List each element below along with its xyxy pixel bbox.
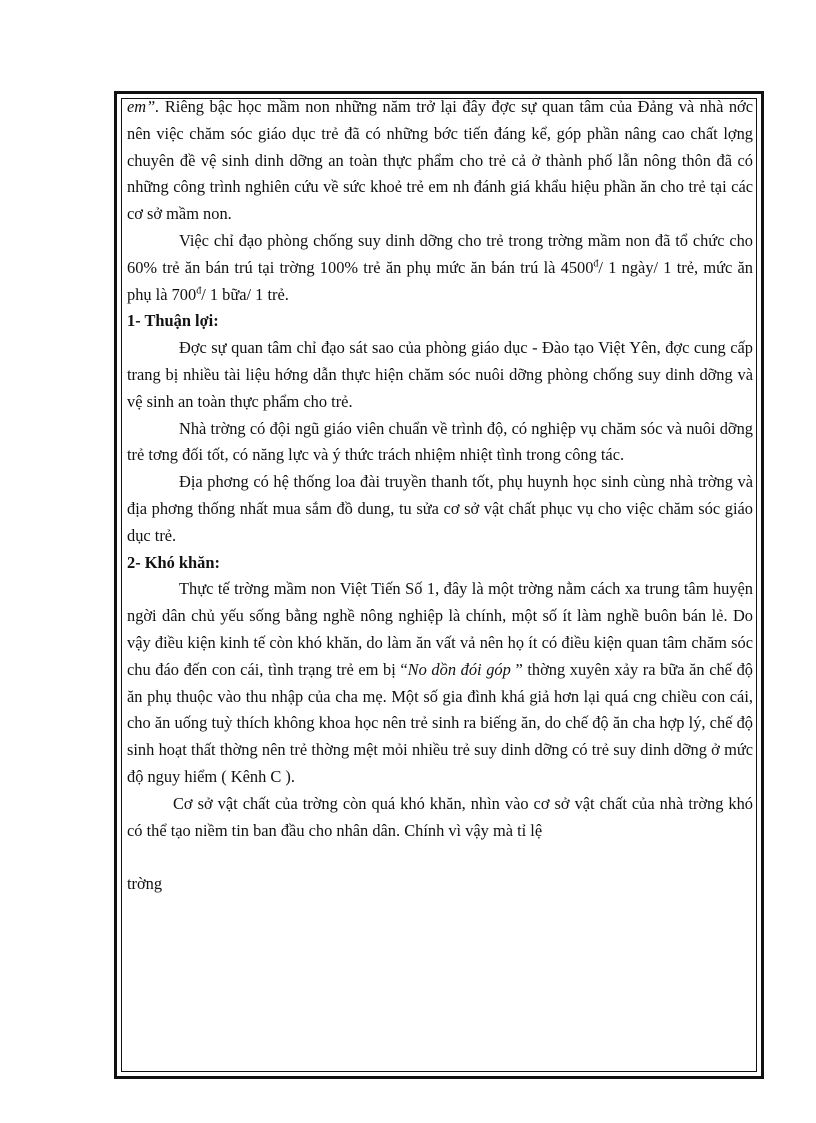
difficulty-paragraph-2: Cơ sở vật chất của trờng còn quá khó khăn, nhìn vào cơ sở vật chất của nhà trờng khó có thể tạo niềm tin ban đầu cho nhân dân. Chính vì vậy mà tỉ lệ: [127, 793, 753, 840]
difficulty-text-b: ” thờng xuyên xảy ra bữa ăn chế độ ăn phụ thuộc vào thu nhập của cha mẹ. Một số gia đình khá giả hơn lại quá cng chiều con cái, cho ăn uống tuỳ thích không khoa học nên trẻ sinh ra biếng ăn, do chế độ ăn cha hợp lý, chế độ sinh hoạt thất thờng nên trẻ thờng mệt mỏi nhiều trẻ suy dinh dỡng có trẻ suy dinh dỡng ở mức độ nguy hiểm ( Kênh C ).: [127, 659, 753, 786]
difficulty-quote: No dồn đói góp: [407, 659, 511, 679]
advantage-paragraph-1: Đợc sự quan tâm chỉ đạo sát sao của phòng giáo dục - Đào tạo Việt Yên, đợc cung cấp trang bị nhiều tài liệu hớng dẫn thực hiện chăm sóc nuôi dỡng phòng chống suy dinh dỡng và vệ sinh an toàn thực phẩm cho trẻ.: [127, 338, 753, 411]
difficulty-paragraph-1: [127, 576, 753, 790]
intro-text: Riêng bậc học mầm non những năm trở lại đây đợc sự quan tâm của Đảng và nhà nớc nên việc chăm sóc giáo dục trẻ đã có những bớc tiến đáng kể, góp phần nâng cao chất lợng chuyên đề vệ sinh dinh dỡng an toàn thực phẩm cho trẻ cả ở thành phố lẫn nông thôn đã có những công trình nghiên cứu về sức khoẻ trẻ em nh đánh giá khẩu hiệu phần ăn cho trẻ tại các cơ sở mầm non.: [127, 97, 753, 224]
document-body: [127, 94, 753, 898]
direction-text-c: / 1 bữa/ 1 trẻ.: [201, 284, 289, 304]
intro-em: em”.: [127, 97, 160, 116]
intro-paragraph: [127, 94, 753, 228]
heading-difficulties: 2- Khó khăn:: [127, 552, 220, 572]
advantage-paragraph-2: Nhà trờng có đội ngũ giáo viên chuẩn về trình độ, có nghiệp vụ chăm sóc và nuôi dỡng trẻ tơng đối tốt, có năng lực và ý thức trách nhiệm nhiệt tình trong công tác.: [127, 418, 753, 465]
unit-mark-2: đ: [196, 285, 202, 297]
direction-text-b: / 1 ngày/ 1 trẻ, mức ăn phụ là 700: [127, 257, 753, 304]
direction-paragraph: [127, 228, 753, 308]
unit-mark-1: đ: [593, 258, 599, 270]
trailing-word: trờng: [127, 874, 163, 894]
difficulty-text-a: Thực tế trờng mầm non Việt Tiến Số 1, đây là một trờng nằm cách xa trung tâm huyện ngời dân chủ yếu sống bằng nghề nông nghiệp là chính, một số ít làm nghề buôn bán lẻ. Do vậy điều kiện kinh tế còn khó khăn, do làm ăn vất vả nên họ ít có điều kiện quan tâm chăm sóc chu đáo đến con cái, tình trạng trẻ em bị “: [127, 579, 753, 679]
advantage-paragraph-3: Địa phơng có hệ thống loa đài truyền thanh tốt, phụ huynh học sinh cùng nhà trờng và địa phơng thống nhất mua sắm đồ dung, tu sửa cơ sở vật chất phục vụ cho việc chăm sóc giáo dục trẻ.: [127, 472, 753, 545]
direction-text-a: Việc chỉ đạo phòng chống suy dinh dỡng cho trẻ trong trờng mầm non đã tổ chức cho 60% trẻ ăn bán trú tại trờng 100% trẻ ăn phụ mức ăn bán trú là 4500: [127, 230, 753, 277]
heading-advantages: 1- Thuận lợi:: [127, 311, 219, 331]
blank-line: [127, 844, 753, 871]
